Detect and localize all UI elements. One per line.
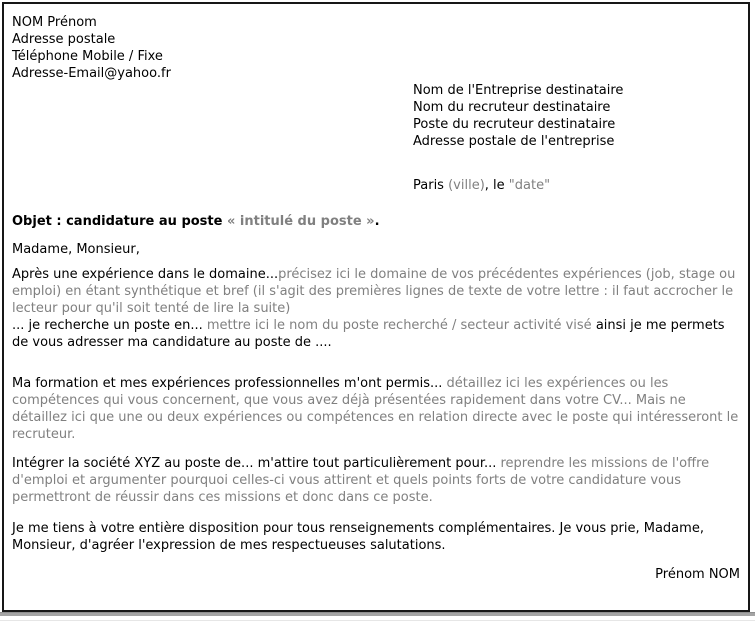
paragraph-formation bbox=[12, 375, 740, 443]
signature: Prénom NOM bbox=[655, 567, 740, 582]
paragraph-experience bbox=[12, 266, 740, 351]
salutation: Madame, Monsieur, bbox=[12, 242, 140, 257]
bottom-bar bbox=[0, 612, 755, 616]
sender-block bbox=[12, 14, 740, 82]
letter-frame bbox=[2, 2, 750, 612]
sender-name: NOM Prénom bbox=[12, 15, 97, 30]
date-line bbox=[413, 177, 740, 194]
date-city: Paris bbox=[413, 178, 449, 193]
p1-placeholder-1: précisez ici le domaine de vos précédentes expériences (job, stage ou emploi) en étant synthétique et bref (il s'agit des premières lignes de texte de votre lettre : il faut accrocher le lecteur pour qu'il soit tenté de lire la suite) bbox=[12, 267, 736, 316]
p1-lead-text: Après une expérience dans le domaine... bbox=[12, 267, 279, 282]
p2-lead-text: Ma formation et mes expériences professionnelles m'ont permis... bbox=[12, 376, 447, 391]
p1-search-text: ... je recherche un poste en... bbox=[12, 318, 207, 333]
recipient-block bbox=[413, 82, 740, 150]
p1-placeholder-2: mettre ici le nom du poste recherché / secteur activité visé bbox=[206, 318, 596, 333]
subject-placeholder: « intitulé du poste » bbox=[226, 214, 375, 229]
subject-period: . bbox=[374, 214, 380, 229]
sender-email: Adresse-Email@yahoo.fr bbox=[12, 66, 171, 81]
sender-address: Adresse postale bbox=[12, 32, 116, 47]
subject-line bbox=[12, 213, 740, 230]
sender-phone: Téléphone Mobile / Fixe bbox=[12, 49, 163, 64]
p2-placeholder: détaillez ici les expériences ou les compétences qui vous concernent, que vous avez déjà présentées rapidement dans votre CV... Mais ne détaillez ici que une ou deux expériences ou compétences en relation directe avec le poste qui intéresseront le recruteur. bbox=[12, 376, 739, 442]
date-separator: , le bbox=[484, 178, 509, 193]
recipient-recruiter-name: Nom du recruteur destinataire bbox=[413, 100, 611, 115]
paragraph-closing bbox=[12, 520, 740, 554]
recipient-company-address: Adresse postale de l'entreprise bbox=[413, 134, 615, 149]
p3-placeholder: reprendre les missions de l'offre d'emploi et argumenter pourquoi celles-ci vous attirent et quels points forts de votre candidature vous permettront de réussir dans ces missions et donc dans ce poste. bbox=[12, 456, 710, 505]
paragraph-motivation bbox=[12, 455, 740, 506]
p4-text: Je me tiens à votre entière disposition pour tous renseignements complémentaires. Je vous prie, Madame, Monsieur, d'agréer l'expression de mes respectueuses salutations. bbox=[12, 521, 704, 553]
recipient-company: Nom de l'Entreprise destinataire bbox=[413, 83, 624, 98]
date-city-placeholder: (ville) bbox=[448, 178, 485, 193]
p1-closing-text: ainsi je me permets de vous adresser ma candidature au poste de .... bbox=[12, 318, 725, 350]
p3-lead-text: Intégrer la société XYZ au poste de... m'attire tout particulièrement pour... bbox=[12, 456, 501, 471]
date-placeholder: "date" bbox=[508, 178, 551, 193]
recipient-recruiter-title: Poste du recruteur destinataire bbox=[413, 117, 616, 132]
divider-line bbox=[0, 620, 755, 621]
subject-lead: Objet : candidature au poste bbox=[12, 214, 227, 229]
